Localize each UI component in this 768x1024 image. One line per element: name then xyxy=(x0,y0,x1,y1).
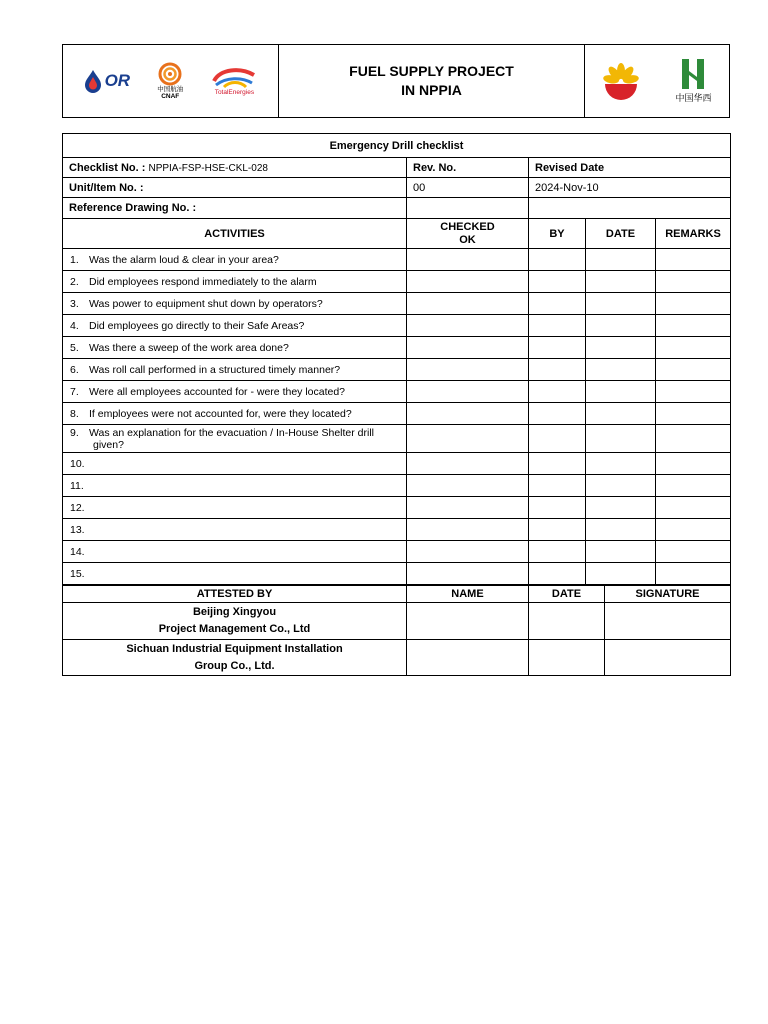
table-row xyxy=(63,563,731,585)
revised-date-value: 2024-Nov-10 xyxy=(529,178,731,198)
by-field[interactable] xyxy=(529,425,586,453)
activity-text: Was the alarm loud & clear in your area? xyxy=(89,253,279,266)
date-field[interactable] xyxy=(586,381,656,403)
col-checked-line2: OK xyxy=(459,233,476,246)
reference-drawing-blank xyxy=(529,198,731,219)
company-2-date-field[interactable] xyxy=(529,640,605,676)
col-checked-line1: CHECKED xyxy=(440,220,495,233)
table-row xyxy=(63,337,731,359)
date-field[interactable] xyxy=(586,249,656,271)
table-row xyxy=(63,293,731,315)
huaxi-cn-text: 中国华西 xyxy=(675,93,712,103)
or-logo-text: OR xyxy=(104,71,131,90)
checked-ok-field[interactable] xyxy=(407,337,529,359)
col-remarks: REMARKS xyxy=(656,219,731,249)
checked-ok-field[interactable] xyxy=(407,475,529,497)
remarks-field[interactable] xyxy=(656,541,731,563)
activity-number: 13. xyxy=(70,523,85,536)
table-row xyxy=(63,315,731,337)
by-field[interactable] xyxy=(529,315,586,337)
rev-no-value: 00 xyxy=(407,178,529,198)
date-field[interactable] xyxy=(586,497,656,519)
remarks-field[interactable] xyxy=(656,359,731,381)
by-field[interactable] xyxy=(529,453,586,475)
activity-cell xyxy=(63,381,407,403)
col-by: BY xyxy=(529,219,586,249)
company-1 xyxy=(63,603,407,640)
table-row xyxy=(63,271,731,293)
company-1-signature-field[interactable] xyxy=(605,603,731,640)
table-row xyxy=(63,453,731,475)
by-field[interactable] xyxy=(529,497,586,519)
checked-ok-field[interactable] xyxy=(407,403,529,425)
activity-cell xyxy=(63,249,407,271)
remarks-field[interactable] xyxy=(656,293,731,315)
activity-number: 8. xyxy=(70,407,79,420)
checked-ok-field[interactable] xyxy=(407,563,529,585)
remarks-field[interactable] xyxy=(656,453,731,475)
activity-text: Were all employees accounted for - were they located? xyxy=(89,385,346,398)
col-signature: SIGNATURE xyxy=(605,586,731,603)
company-1-name-field[interactable] xyxy=(407,603,529,640)
col-attest-date: DATE xyxy=(529,586,605,603)
date-field[interactable] xyxy=(586,541,656,563)
date-field[interactable] xyxy=(586,519,656,541)
by-field[interactable] xyxy=(529,381,586,403)
table-row xyxy=(63,497,731,519)
activity-number: 2. xyxy=(70,275,79,288)
activity-text: Was there a sweep of the work area done? xyxy=(89,341,289,354)
attestation-table xyxy=(62,585,731,676)
activity-cell xyxy=(63,425,407,453)
client-logos xyxy=(63,45,279,117)
date-field[interactable] xyxy=(586,563,656,585)
project-title xyxy=(279,45,584,117)
activity-text-continued: given? xyxy=(93,438,124,451)
cnaf-cn-text: 中国航油 xyxy=(157,86,184,93)
by-field[interactable] xyxy=(529,359,586,381)
contractor-logos xyxy=(584,45,729,117)
by-field[interactable] xyxy=(529,563,586,585)
by-field[interactable] xyxy=(529,403,586,425)
col-name: NAME xyxy=(407,586,529,603)
remarks-field[interactable] xyxy=(656,519,731,541)
by-field[interactable] xyxy=(529,271,586,293)
activity-number: 12. xyxy=(70,501,85,514)
remarks-field[interactable] xyxy=(656,315,731,337)
activity-text: Was an explanation for the evacuation / In-House Shelter drill xyxy=(89,426,375,439)
activity-cell xyxy=(63,497,407,519)
activity-cell xyxy=(63,315,407,337)
date-field[interactable] xyxy=(586,453,656,475)
form-title: Emergency Drill checklist xyxy=(63,134,731,158)
remarks-field[interactable] xyxy=(656,381,731,403)
activity-number: 11. xyxy=(70,479,84,492)
by-field[interactable] xyxy=(529,541,586,563)
date-field[interactable] xyxy=(586,293,656,315)
company-2-line1: Sichuan Industrial Equipment Installation xyxy=(126,642,343,655)
checked-ok-field[interactable] xyxy=(407,315,529,337)
remarks-field[interactable] xyxy=(656,425,731,453)
table-row xyxy=(63,359,731,381)
activity-rows xyxy=(63,249,731,585)
totalenergies-logo xyxy=(210,67,258,96)
table-row xyxy=(63,425,731,453)
activity-number: 10. xyxy=(70,457,85,470)
activity-cell xyxy=(63,359,407,381)
revised-date-label: Revised Date xyxy=(529,158,731,178)
table-row xyxy=(63,381,731,403)
table-row xyxy=(63,475,731,497)
document-header xyxy=(62,44,730,118)
or-logo xyxy=(83,69,131,93)
remarks-field[interactable] xyxy=(656,249,731,271)
col-checked-ok xyxy=(407,219,529,249)
reference-drawing-value[interactable] xyxy=(407,198,529,219)
checked-ok-field[interactable] xyxy=(407,519,529,541)
table-row xyxy=(63,249,731,271)
huaxi-logo xyxy=(675,58,711,104)
checked-ok-field[interactable] xyxy=(407,453,529,475)
date-field[interactable] xyxy=(586,475,656,497)
rev-no-label: Rev. No. xyxy=(407,158,529,178)
activity-cell xyxy=(63,271,407,293)
company-1-line2: Project Management Co., Ltd xyxy=(158,623,311,635)
checklist-number-cell xyxy=(63,158,407,178)
table-row xyxy=(63,541,731,563)
checked-ok-field[interactable] xyxy=(407,497,529,519)
project-title-line1: FUEL SUPPLY PROJECT xyxy=(349,63,514,79)
unit-item-label: Unit/Item No. : xyxy=(63,178,407,198)
activity-number: 5. xyxy=(70,341,79,354)
date-field[interactable] xyxy=(586,315,656,337)
activity-number: 7. xyxy=(70,385,79,398)
activity-number: 4. xyxy=(70,319,79,332)
checklist-number-label: Checklist No. : xyxy=(69,161,146,174)
checked-ok-field[interactable] xyxy=(407,425,529,453)
remarks-field[interactable] xyxy=(656,337,731,359)
company-2-line2: Group Co., Ltd. xyxy=(194,659,275,672)
totalenergies-text: TotalEnergies xyxy=(214,88,255,96)
table-row xyxy=(63,403,731,425)
project-title-line2: IN NPPIA xyxy=(401,82,462,98)
activity-text: Did employees respond immediately to the alarm xyxy=(89,275,317,288)
activity-cell xyxy=(63,337,407,359)
by-field[interactable] xyxy=(529,249,586,271)
checked-ok-field[interactable] xyxy=(407,271,529,293)
activity-cell xyxy=(63,293,407,315)
activity-text: Did employees go directly to their Safe Areas? xyxy=(89,319,305,332)
col-date: DATE xyxy=(586,219,656,249)
activity-text: Was roll call performed in a structured timely manner? xyxy=(89,363,341,376)
remarks-field[interactable] xyxy=(656,563,731,585)
activity-cell xyxy=(63,563,407,585)
cnaf-swirl-icon xyxy=(157,62,183,86)
remarks-field[interactable] xyxy=(656,403,731,425)
activity-number: 6. xyxy=(70,363,79,376)
cnaf-logo xyxy=(157,62,183,100)
company-1-line1: Beijing Xingyou xyxy=(192,606,277,618)
table-row xyxy=(63,519,731,541)
cnaf-en-text: CNAF xyxy=(161,93,180,100)
activity-text: If employees were not accounted for, were they located? xyxy=(89,407,352,420)
company-1-date-field[interactable] xyxy=(529,603,605,640)
huaxi-h-icon xyxy=(681,58,705,90)
by-field[interactable] xyxy=(529,293,586,315)
date-field[interactable] xyxy=(586,271,656,293)
activity-number: 15. xyxy=(70,567,85,580)
checked-ok-field[interactable] xyxy=(407,541,529,563)
checked-ok-field[interactable] xyxy=(407,249,529,271)
company-2-name-field[interactable] xyxy=(407,640,529,676)
activity-cell xyxy=(63,403,407,425)
by-field[interactable] xyxy=(529,475,586,497)
activity-number: 1. xyxy=(70,253,79,266)
activity-number: 9. xyxy=(70,426,79,439)
date-field[interactable] xyxy=(586,337,656,359)
by-field[interactable] xyxy=(529,519,586,541)
company-2-signature-field[interactable] xyxy=(605,640,731,676)
activity-number: 3. xyxy=(70,297,79,310)
remarks-field[interactable] xyxy=(656,271,731,293)
activity-text: Was power to equipment shut down by operators? xyxy=(89,297,323,310)
col-activities: ACTIVITIES xyxy=(63,219,407,249)
activity-number: 14. xyxy=(70,545,85,558)
activity-cell xyxy=(63,541,407,563)
date-field[interactable] xyxy=(586,425,656,453)
remarks-field[interactable] xyxy=(656,497,731,519)
or-drop-icon xyxy=(83,69,103,93)
date-field[interactable] xyxy=(586,359,656,381)
cnpc-flower-icon xyxy=(602,62,640,100)
activity-cell xyxy=(63,453,407,475)
remarks-field[interactable] xyxy=(656,475,731,497)
activity-cell xyxy=(63,475,407,497)
checklist-table xyxy=(62,133,731,585)
reference-drawing-label: Reference Drawing No. : xyxy=(63,198,407,219)
checked-ok-field[interactable] xyxy=(407,381,529,403)
totalenergies-mark-icon xyxy=(210,67,258,89)
company-2 xyxy=(63,640,407,676)
checked-ok-field[interactable] xyxy=(407,359,529,381)
by-field[interactable] xyxy=(529,337,586,359)
checklist-number-value: NPPIA-FSP-HSE-CKL-028 xyxy=(148,162,268,174)
col-attested-by: ATTESTED BY xyxy=(63,586,407,603)
checked-ok-field[interactable] xyxy=(407,293,529,315)
activity-cell xyxy=(63,519,407,541)
date-field[interactable] xyxy=(586,403,656,425)
